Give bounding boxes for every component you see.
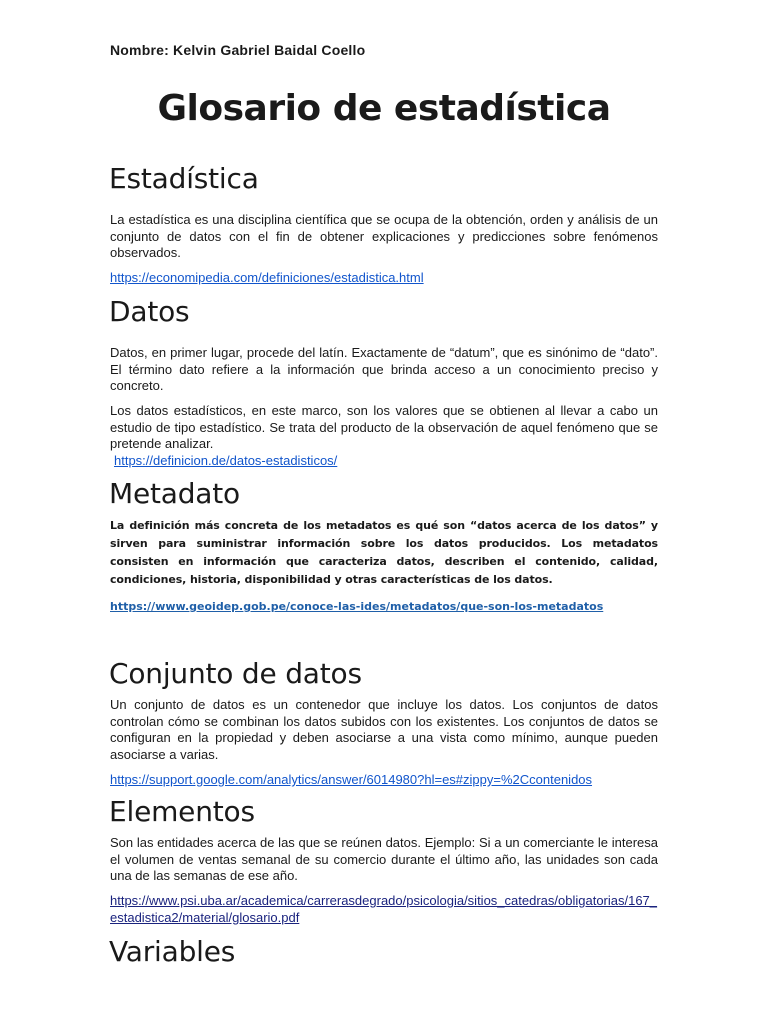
link-conjunto-de-datos[interactable]: https://support.google.com/analytics/answer/6014980?hl=es#zippy=%2Ccontenidos <box>110 772 593 787</box>
heading-variables: Variables <box>109 935 236 968</box>
heading-metadato: Metadato <box>109 477 240 510</box>
heading-estadistica: Estadística <box>109 162 259 195</box>
author-name: Nombre: Kelvin Gabriel Baidal Coello <box>110 42 366 58</box>
link-datos[interactable]: https://definicion.de/datos-estadisticos/ <box>114 453 338 468</box>
paragraph-elementos: Son las entidades acerca de las que se reúnen datos. Ejemplo: Si a un comerciante le interesa el volumen de ventas semanal de su comercio durante el último año, las unidades son cada una de las semanas de ese año. <box>110 835 658 883</box>
paragraph-datos-2: Los datos estadísticos, en este marco, son los valores que se obtienen al llevar a cabo un estudio de tipo estadístico. Se trata del producto de la observación de aquel fenómeno que se pretende analizar. <box>110 403 658 451</box>
heading-datos: Datos <box>109 295 190 328</box>
document-title: Glosario de estadística <box>157 88 611 129</box>
paragraph-conjunto-de-datos: Un conjunto de datos es un contenedor que incluye los datos. Los conjuntos de datos controlan cómo se combinan los datos subidos con los existentes. Los conjuntos de datos se configuran en la propiedad y deben asociarse a una vista como mínimo, aunque pueden asociarse a varias. <box>110 697 658 762</box>
heading-conjunto-de-datos: Conjunto de datos <box>109 657 362 690</box>
link-metadato[interactable]: https://www.geoidep.gob.pe/conoce-las-ides/metadatos/que-son-los-metadatos <box>110 600 604 613</box>
heading-elementos: Elementos <box>109 795 255 828</box>
paragraph-metadato: La definición más concreta de los metadatos es qué son “datos acerca de los datos” y sirven para suministrar información sobre los datos producidos. Los metadatos consisten en información que caracteriza datos, describen el contenido, calidad, condiciones, historia, disponibilidad y otras características de los datos. <box>110 519 658 586</box>
link-elementos[interactable]: https://www.psi.uba.ar/academica/carrerasdegrado/psicologia/sitios_catedras/obligatorias/167_estadistica2/material/glosario.pdf <box>110 893 658 925</box>
paragraph-estadistica: La estadística es una disciplina científica que se ocupa de la obtención, orden y análisis de un conjunto de datos con el fin de obtener explicaciones y predicciones sobre fenómenos observados. <box>110 212 658 260</box>
paragraph-datos-1: Datos, en primer lugar, procede del latín. Exactamente de “datum”, que es sinónimo de “dato”. El término dato refiere a la información que brinda acceso a un conocimiento preciso y concreto. <box>110 345 658 393</box>
link-estadistica[interactable]: https://economipedia.com/definiciones/estadistica.html <box>110 270 424 285</box>
